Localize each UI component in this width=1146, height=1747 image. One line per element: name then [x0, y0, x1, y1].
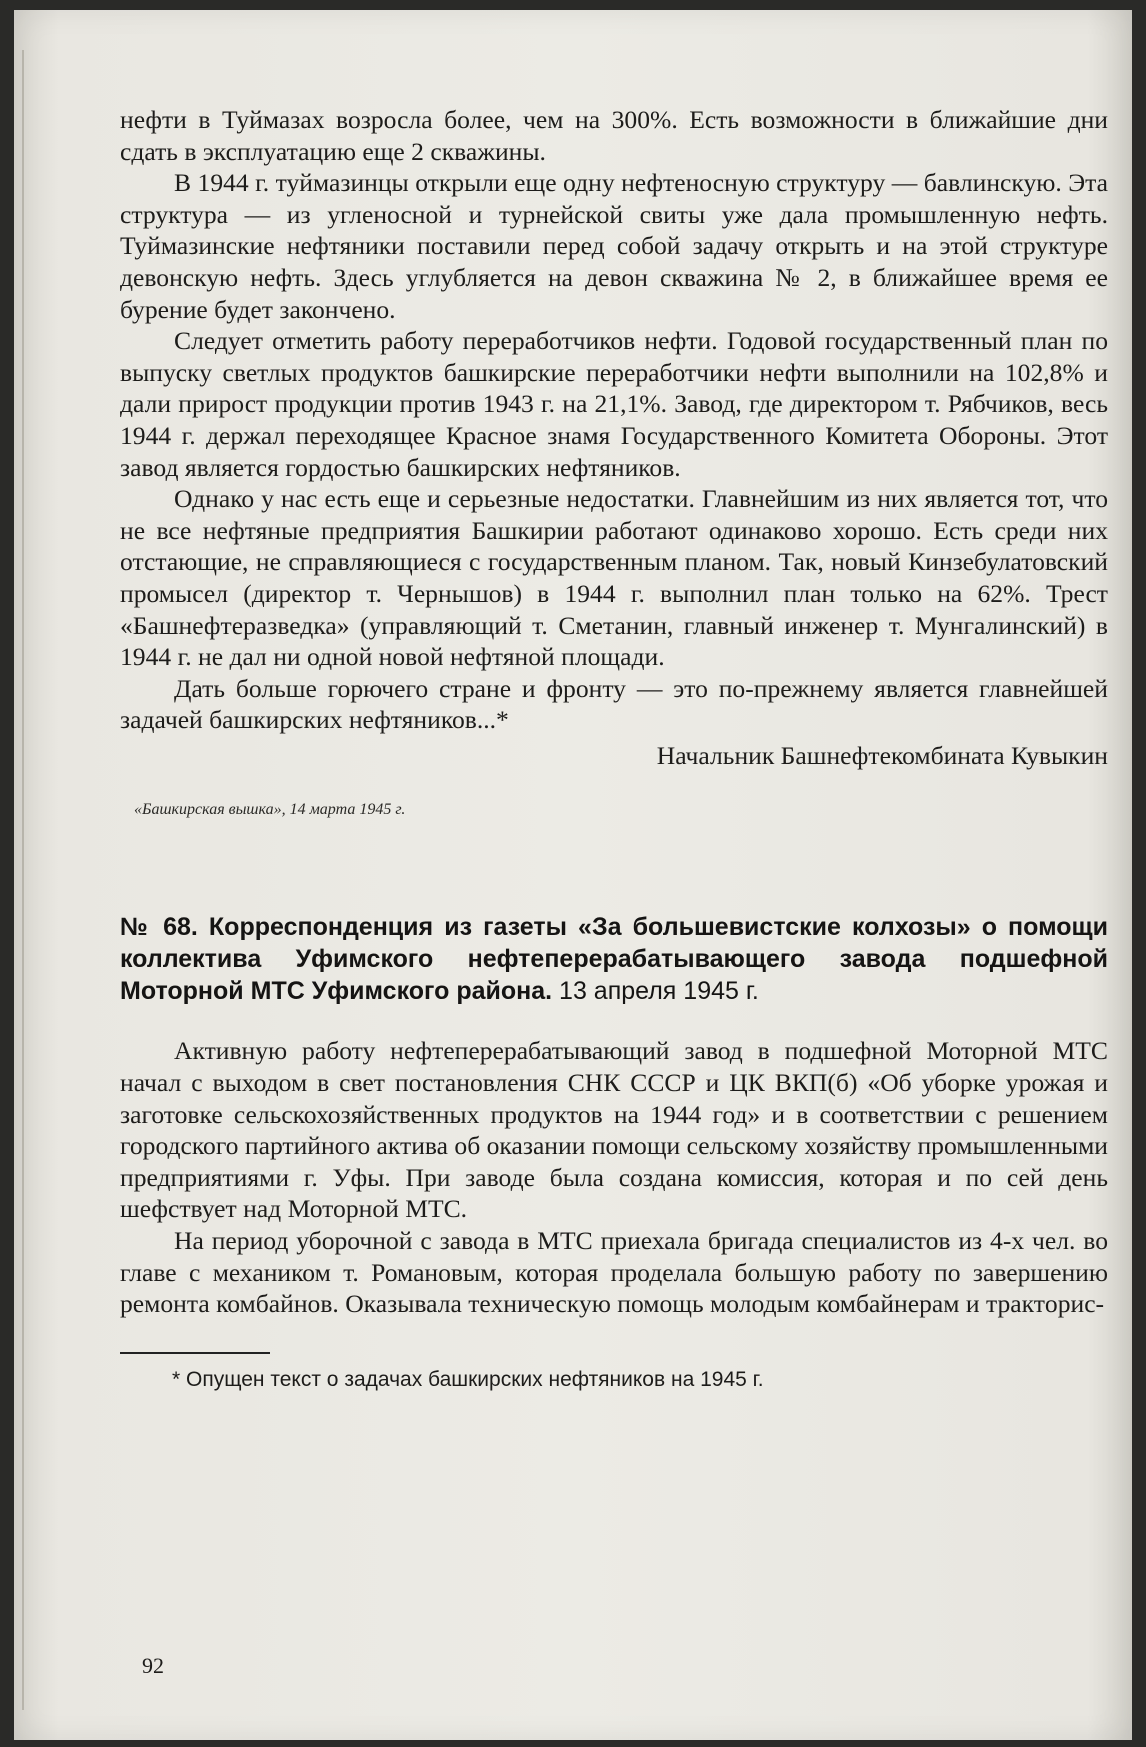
- article-signature: Начальник Башнефтекомбината Кувыкин: [656, 740, 1108, 770]
- article-paragraph-4: Однако у нас есть еще и серьезные недостатки. Главнейшим из них является тот, что не все нефтяные предприятия Башкирии работают одинаково хорошо. Есть среди них отстающие, не справляющиеся с государственным планом. Так, новый Кинзебулатовский промысел (директор т. Чернышов) в 1944 г. выполнил план только на 62%. Трест «Башнефтеразведка» (управляющий т. Сметанин, главный инженер т. Мунгалинский) в 1944 г. не дал ни одной новой нефтяной площади.: [120, 484, 1108, 672]
- document-body: [120, 1035, 1108, 1319]
- article-paragraph-3: Следует отметить работу переработчиков нефти. Годовой государственный план по выпуску светлых продуктов башкирские переработчики нефти выполнили на 102,8% и дали прирост продукции против 1943 г. на 21,1%. Завод, где директором т. Рябчиков, весь 1944 г. держал переходящее Красное знамя Государственного Комитета Обороны. Этот завод является гордостью башкирских нефтяников.: [120, 326, 1108, 482]
- footnote: * Опущен текст о задачах башкирских нефтяников на 1945 г.: [172, 1367, 764, 1391]
- page-edge-line: [22, 50, 24, 1710]
- document-paragraph-2: На период уборочной с завода в МТС приехала бригада специалистов из 4-х чел. во главе с механиком т. Романовым, которая проделала большую работу по завершению ремонта комбайнов. Оказывала техническую помощь молодым комбайнерам и трактoрис-: [120, 1226, 1108, 1319]
- document-heading-title: № 68. Корреспонденция из газеты «За большевистские колхозы» о помощи коллектива Уфимского нефтеперерабатывающего завода подшефной Моторной МТС Уфимского района.: [120, 913, 1108, 1006]
- footnote-divider: [120, 1352, 270, 1354]
- article-paragraph-1: нефти в Туймазах возросла более, чем на 300%. Есть возможности в ближайшие дни сдать в эксплуатацию еще 2 скважины.: [120, 105, 1108, 166]
- article-source: «Башкирская вышка», 14 марта 1945 г.: [134, 801, 406, 819]
- document-heading: [120, 911, 1108, 1007]
- article-paragraph-2: В 1944 г. туймазинцы открыли еще одну нефтеносную структуру — бавлинскую. Эта структура — из угленосной и турнейской свиты уже дала промышленную нефть. Туймазинские нефтяники поставили перед собой задачу открыть и на этой структуре девонскую нефть. Здесь углубляется на девон скважина № 2, в ближайшее время ее бурение будет закончено.: [120, 168, 1108, 324]
- book-page: [14, 10, 1132, 1740]
- page-text-area: [120, 104, 1108, 1392]
- article-paragraph-5: Дать больше горючего стране и фронту — это по-прежнему является главнейшей задачей башкирских нефтяников...*: [120, 673, 1108, 735]
- document-paragraph-1: Активную работу нефтеперерабатывающий завод в подшефной Моторной МТС начал с выходом в свет постановления СНК СССР и ЦК ВКП(б) «Об уборке урожая и заготовке сельскохозяйственных продуктов на 1944 год» и в соответствии с решением городского партийного актива об оказании помощи сельскому хозяйству промышленными предприятиями г. Уфы. При заводе была создана комиссия, которая и по сей день шефствует над Моторной МТС.: [120, 1036, 1108, 1224]
- document-heading-date: 13 апреля 1945 г.: [559, 977, 759, 1006]
- page-number: 92: [142, 1653, 164, 1678]
